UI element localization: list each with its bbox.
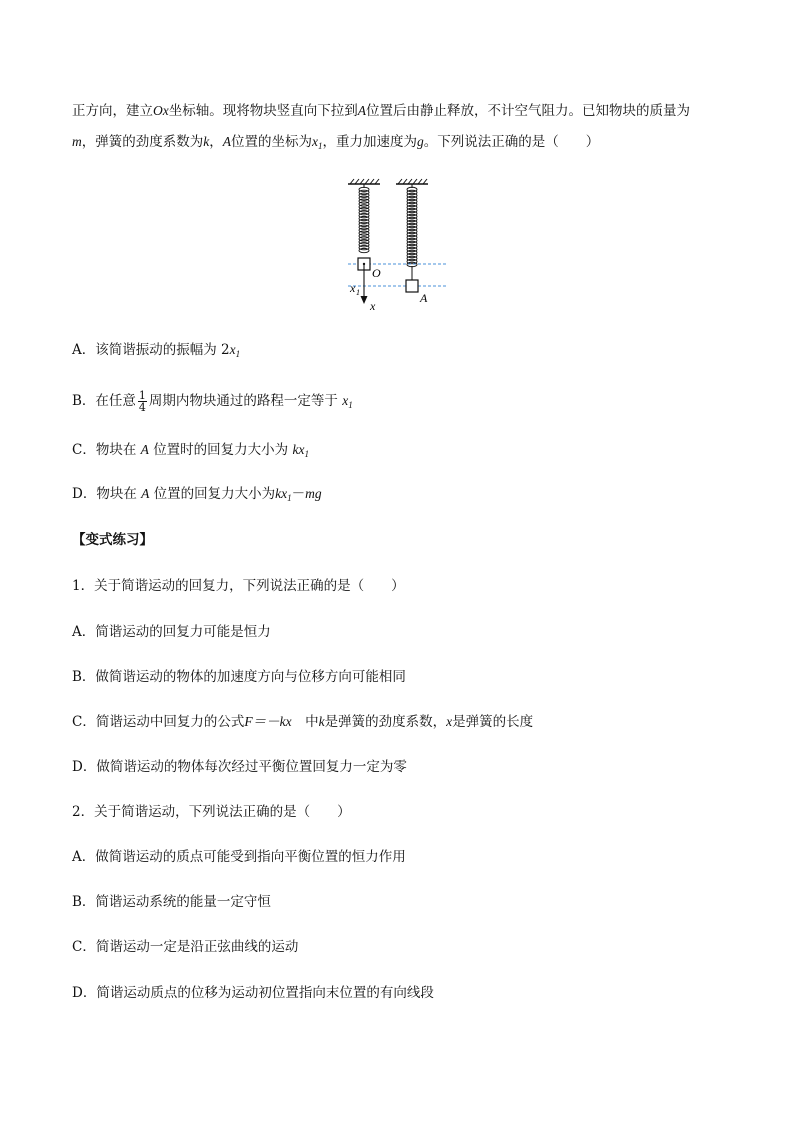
text: 位置的回复力大小为 (153, 486, 276, 502)
q1-option-c (72, 712, 533, 732)
position-a: A (140, 442, 149, 457)
text: ，重力加速度为 (322, 134, 417, 150)
q1-stem: 1．关于简谐运动的回复力，下列说法正确的是（ ） (72, 578, 405, 594)
text: 坐标轴。现将物块竖直向下拉到 (168, 103, 358, 119)
q2-option-b: B．简谐运动系统的能量一定守恒 (72, 894, 271, 910)
text: C．物块在 (72, 442, 137, 458)
minus-sign: － (291, 486, 306, 502)
intro-line-2 (72, 132, 599, 156)
text: ， (209, 134, 223, 150)
text: D．物块在 (72, 486, 137, 502)
text: 。下列说法正确的是（ ） (423, 134, 600, 150)
option-c (72, 440, 309, 464)
axis-name: Ox (153, 103, 169, 118)
text: C．简谐运动中回复力的公式 (72, 714, 245, 730)
option-d (72, 484, 322, 508)
text: A．该简谐振动的振幅为 2 (72, 342, 230, 358)
q2-option-a: A．做简谐运动的质点可能受到指向平衡位置的恒力作用 (72, 849, 406, 865)
g-symbol: g (417, 134, 424, 149)
q2-option-c: C．简谐运动一定是沿正弦曲线的运动 (72, 939, 299, 955)
k-symbol: k (318, 714, 325, 729)
q1-option-d: D．做简谐运动的物体每次经过平衡位置回复力一定为零 (72, 759, 407, 775)
section-title: 【变式练习】 (72, 532, 153, 548)
kx-symbol: kx (275, 486, 288, 501)
position-a: A (141, 486, 150, 501)
x-symbol: x (229, 342, 236, 357)
subscript: 1 (304, 449, 309, 459)
label-x1: x (350, 281, 356, 295)
text: 位置时的回复力大小为 (153, 442, 289, 458)
kx-symbol: kx (292, 442, 305, 457)
ceiling-right (396, 179, 428, 184)
x-symbol: x (446, 714, 453, 729)
spring-coil (359, 248, 369, 252)
formula: F＝－kx (244, 714, 292, 729)
ceiling-left (348, 179, 380, 184)
text: 是弹簧的长度 (452, 714, 534, 730)
mass-symbol: m (72, 134, 82, 149)
fraction-one-quarter (138, 390, 147, 413)
subscript: 1 (287, 493, 292, 503)
spring-figure (340, 176, 460, 316)
spring-left (359, 184, 369, 253)
option-b (72, 390, 353, 415)
subscript: 1 (235, 349, 241, 359)
text: 是弹簧的劲度系数， (324, 714, 447, 730)
mg-symbol: mg (305, 486, 322, 501)
x-axis-arrow (361, 296, 368, 304)
label-x1-sub: 1 (356, 288, 360, 297)
position-a: A (222, 134, 231, 149)
label-x: x (370, 299, 376, 313)
option-a (72, 340, 240, 364)
intro-line-1 (72, 101, 690, 121)
text: 位置的坐标为 (231, 134, 312, 150)
position-a: A (357, 103, 366, 118)
subscript: 1 (318, 141, 323, 151)
label-o: O (372, 266, 381, 280)
text: 正方向，建立 (72, 103, 153, 119)
q2-stem: 2．关于简谐运动，下列说法正确的是（ ） (72, 804, 351, 820)
block-at-a (406, 280, 418, 292)
denominator: 4 (138, 401, 146, 414)
text: 中 (305, 714, 319, 730)
x-symbol: x (312, 134, 318, 149)
q2-option-d: D．简谐运动质点的位移为运动初位置指向末位置的有向线段 (72, 985, 434, 1001)
q1-option-a: A．简谐运动的回复力可能是恒力 (72, 624, 271, 640)
spring-right (407, 184, 417, 267)
text: B．在任意 (72, 393, 136, 409)
subscript: 1 (348, 400, 353, 410)
label-a: A (420, 291, 428, 305)
x-symbol: x (342, 393, 349, 408)
text: 位置后由静止释放，不计空气阻力。已知物块的质量为 (366, 103, 690, 119)
q1-option-b: B．做简谐运动的物体的加速度方向与位移方向可能相同 (72, 669, 406, 685)
k-symbol: k (203, 134, 210, 149)
text: 周期内物块通过的路程一定等于 (148, 393, 338, 409)
text: ，弹簧的劲度系数为 (81, 134, 204, 150)
numerator: 1 (138, 389, 146, 402)
